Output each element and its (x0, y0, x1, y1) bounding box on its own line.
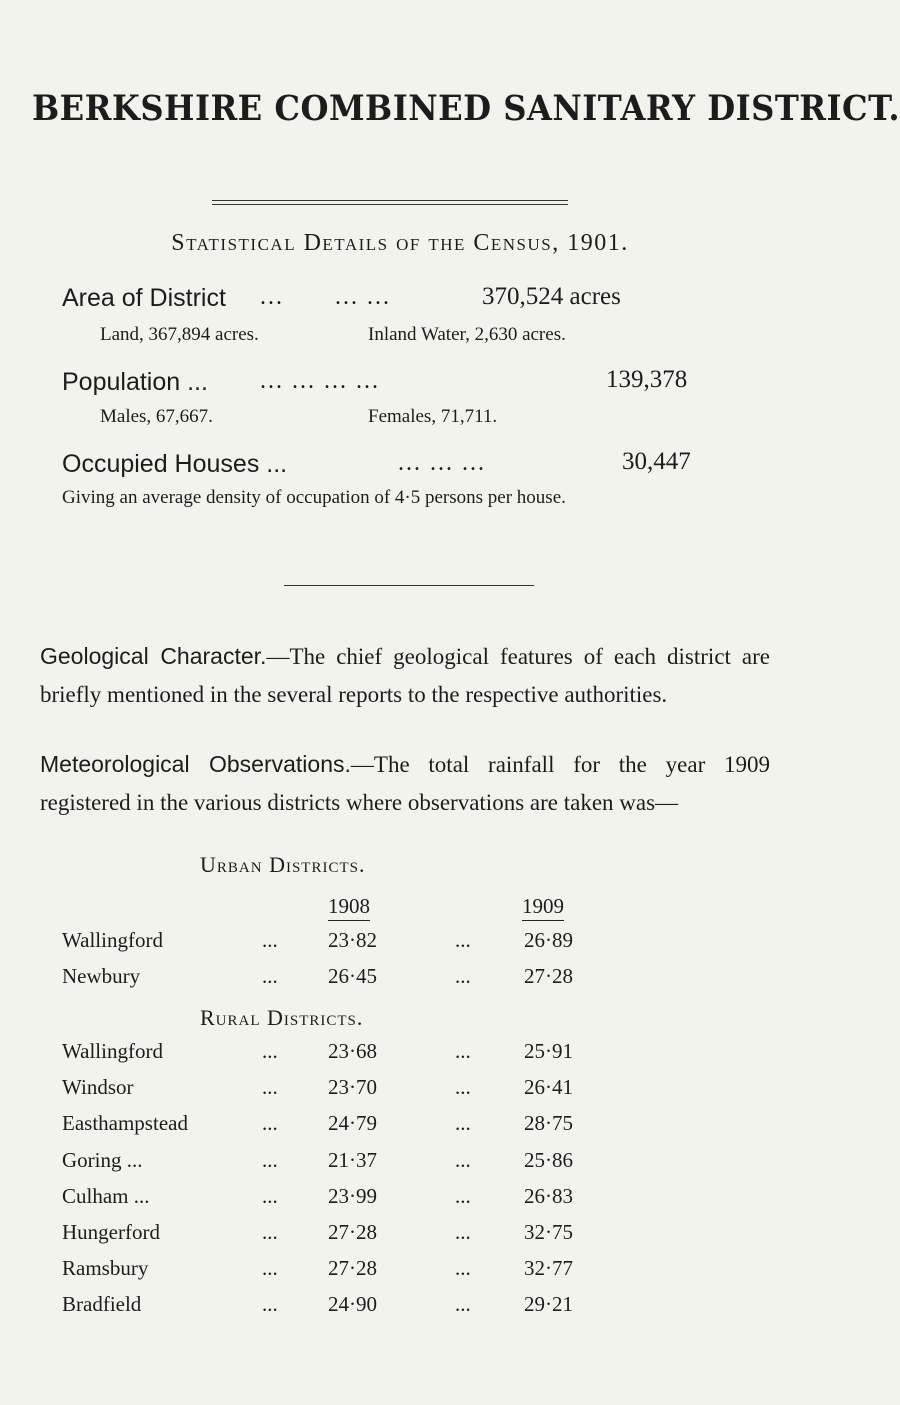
rainfall-1908: 23·70 (328, 1075, 377, 1100)
area-dots-2: ... ... (335, 284, 391, 310)
district-name: Wallingford (62, 1039, 163, 1063)
rainfall-1909: 26·83 (524, 1183, 573, 1208)
leader-dots: ... (262, 1039, 278, 1063)
geology-paragraph (40, 637, 770, 714)
leader-dots: ... (455, 1292, 471, 1317)
meteorology-paragraph (40, 745, 770, 822)
leader-dots: ... (262, 1256, 278, 1281)
rainfall-1908: 27·28 (328, 1256, 377, 1281)
houses-dots: ... ... ... (398, 450, 486, 476)
district-name: Bradfield (62, 1292, 142, 1317)
rainfall-1908: 24·79 (328, 1111, 377, 1136)
leader-dots: ... (262, 1075, 278, 1100)
title-divider (212, 200, 568, 201)
population-label: Population ... (62, 368, 208, 396)
area-dots-1: ... (260, 284, 284, 310)
population-value: 139,378 (606, 366, 688, 393)
rainfall-1908: 23·82 (328, 928, 377, 952)
leader-dots: ... (455, 1039, 471, 1063)
rainfall-1909: 28·75 (524, 1111, 573, 1136)
census-heading: Statistical Details of the Census, 1901. (171, 230, 629, 256)
rainfall-1908: 27·28 (328, 1220, 377, 1244)
meteorology-heading: Meteorological Observations. (40, 751, 351, 777)
leader-dots: ... (262, 1147, 278, 1172)
rainfall-1909: 32·77 (524, 1256, 573, 1281)
leader-dots: ... (455, 1147, 471, 1172)
area-land: Land, 367,894 acres. (100, 324, 259, 345)
population-dots: ... ... ... ... (260, 368, 380, 394)
houses-value: 30,447 (622, 448, 691, 475)
leader-dots: ... (262, 1292, 278, 1317)
page-title: BERKSHIRE COMBINED SANITARY DISTRICT. (32, 88, 900, 129)
leader-dots: ... (455, 1183, 471, 1208)
leader-dots: ... (455, 1256, 471, 1281)
leader-dots: ... (455, 1111, 471, 1136)
population-females: Females, 71,711. (368, 406, 498, 427)
district-name: Culham ... (62, 1183, 150, 1208)
leader-dots: ... (262, 928, 278, 952)
rainfall-1909: 25·86 (524, 1147, 573, 1172)
leader-dots: ... (262, 1111, 278, 1136)
title-divider-2 (212, 204, 568, 205)
leader-dots: ... (262, 1183, 278, 1208)
rainfall-1909: 26·89 (524, 928, 573, 952)
year-1909-header: 1909 (522, 894, 564, 921)
district-name: Wallingford (62, 928, 163, 952)
rainfall-1908: 21·37 (328, 1147, 377, 1172)
district-name: Newbury (62, 964, 141, 988)
leader-dots: ... (455, 1075, 471, 1100)
area-water: Inland Water, 2,630 acres. (368, 324, 566, 345)
rainfall-1909: 26·41 (524, 1075, 573, 1100)
rainfall-1909: 29·21 (524, 1292, 573, 1317)
rainfall-1908: 23·68 (328, 1039, 377, 1063)
rural-heading: Rural Districts. (200, 1005, 364, 1030)
rainfall-1908: 23·99 (328, 1183, 377, 1208)
leader-dots: ... (262, 964, 278, 988)
rainfall-1909: 32·75 (524, 1220, 573, 1244)
rainfall-1908: 24·90 (328, 1292, 377, 1317)
leader-dots: ... (455, 1220, 471, 1244)
leader-dots: ... (455, 928, 471, 952)
section-divider (284, 585, 534, 586)
district-name: Goring ... (62, 1147, 143, 1172)
houses-label: Occupied Houses ... (62, 450, 288, 478)
rainfall-1908: 26·45 (328, 964, 377, 988)
district-name: Windsor (62, 1075, 134, 1100)
population-males: Males, 67,667. (100, 406, 213, 427)
leader-dots: ... (455, 964, 471, 988)
leader-dots: ... (262, 1220, 278, 1244)
area-value: 370,524 acres (482, 283, 621, 310)
urban-heading: Urban Districts. (200, 852, 366, 877)
houses-note: Giving an average density of occupation of 4·5 persons per house. (62, 487, 566, 508)
year-1908-header: 1908 (328, 894, 370, 921)
rainfall-1909: 25·91 (524, 1039, 573, 1063)
geology-heading: Geological Character. (40, 643, 267, 669)
district-name: Hungerford (62, 1220, 160, 1244)
geology-text: —The chief geological features of each district are briefly mentioned in the several reports to the respective authorities. (40, 644, 770, 707)
district-name: Ramsbury (62, 1256, 149, 1281)
area-label: Area of District (62, 284, 226, 312)
meteorology-text: —The total rainfall for the year 1909 registered in the various districts where observations are taken was— (40, 752, 770, 815)
district-name: Easthampstead (62, 1111, 188, 1136)
rainfall-1909: 27·28 (524, 964, 573, 988)
